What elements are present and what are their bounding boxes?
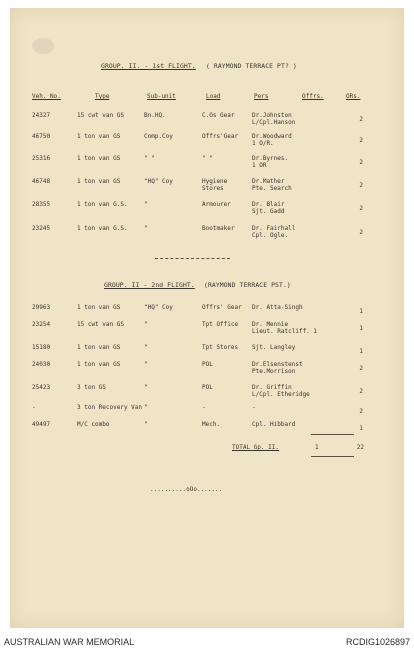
cell-load: C.Os Gear xyxy=(202,112,235,119)
cell-sub: " xyxy=(144,404,148,411)
cell-veh: 25423 xyxy=(32,384,51,391)
cell-sub: " xyxy=(144,201,148,208)
cell-type: 3 ton GS xyxy=(77,384,106,391)
cell-pers2: L/Cpl.Hanson xyxy=(252,119,296,126)
cell-load: Hygiene xyxy=(202,178,228,185)
cell-pers1: Dr. Atta-Singh xyxy=(252,304,303,311)
cell-type: 1 ton van GS xyxy=(77,178,121,185)
cell-pers2: Pte. Search xyxy=(252,185,292,192)
cell-veh: 29963 xyxy=(32,304,51,311)
cell-sub: " xyxy=(144,384,148,391)
cell-ors: 2 xyxy=(359,365,363,372)
cell-ors: 2 xyxy=(359,229,363,236)
col-pers: Pers xyxy=(254,93,269,100)
group2-subtitle: (RAYMOND TERRACE PST.) xyxy=(204,281,291,289)
cell-load: Offrs' Gear xyxy=(202,304,242,311)
cell-load: Tpt Office xyxy=(202,321,239,328)
cell-pers1: Cpl. Hibbard xyxy=(252,421,296,428)
group1-title: GROUP. II. - 1st FLIGHT. xyxy=(101,62,196,70)
cell-type: 1 ton van GS xyxy=(77,304,121,311)
cell-load: Bootmaker xyxy=(202,225,235,232)
cell-sub: "HQ" Coy xyxy=(144,178,173,185)
col-type: Type xyxy=(95,93,110,100)
cell-ors: 1 xyxy=(359,348,363,355)
cell-ors: 2 xyxy=(359,205,363,212)
cell-pers1: Dr. Mennie xyxy=(252,321,289,328)
cell-pers1: Dr.Mather xyxy=(252,178,285,185)
cell-sub: " xyxy=(144,361,148,368)
cell-ors: 2 xyxy=(359,388,363,395)
cell-veh: 49497 xyxy=(32,421,51,428)
cell-type: 15 cwt van GS xyxy=(77,321,124,328)
cell-pers1: Dr.Byrnes. xyxy=(252,155,289,162)
cell-ors: 1 xyxy=(359,308,363,315)
cell-type: 1 ton van GS xyxy=(77,155,121,162)
footer-id: RCDIG1026897 xyxy=(345,637,410,647)
cell-sub: Bn.HQ. xyxy=(144,112,166,119)
cell-pers2: Lieut. Ratcliff. 1 xyxy=(252,328,318,335)
cell-pers2: 1 OR xyxy=(252,162,267,169)
col-ors: ORs. xyxy=(346,93,361,100)
cell-veh: 46748 xyxy=(32,178,51,185)
cell-ors: 2 xyxy=(359,408,363,415)
end-mark: ..........oOo....... xyxy=(150,486,223,493)
col-offrs: Offrs. xyxy=(302,93,324,100)
cell-pers1: Dr. Fairhall xyxy=(252,225,296,232)
document-page xyxy=(10,8,404,628)
total-offrs: 1 xyxy=(315,444,319,451)
cell-sub: Comp.Coy xyxy=(144,133,173,140)
total-rule-top xyxy=(311,434,354,435)
section-divider xyxy=(155,258,230,259)
cell-veh: 23245 xyxy=(32,225,51,232)
cell-pers2: 1 O/R. xyxy=(252,140,274,147)
cell-veh: 28355 xyxy=(32,201,51,208)
total-label: TOTAL Gp. II. xyxy=(232,444,279,451)
total-rule-bottom xyxy=(311,456,354,457)
cell-load: Tpt Stores xyxy=(202,344,239,351)
cell-pers2: Pte.Morrison xyxy=(252,368,296,375)
cell-veh: 24327 xyxy=(32,112,51,119)
cell-ors: 2 xyxy=(359,182,363,189)
col-veh-no: Veh. No. xyxy=(32,93,61,100)
cell-load2: Stores xyxy=(202,185,224,192)
cell-ors: 2 xyxy=(359,159,363,166)
cell-pers1: Dr.Woodward xyxy=(252,133,292,140)
cell-load: Offrs'Gear xyxy=(202,133,239,140)
paper-stain xyxy=(32,38,54,54)
cell-ors: 1 xyxy=(359,425,363,432)
cell-sub: "HQ" Coy xyxy=(144,304,173,311)
archive-footer xyxy=(0,632,414,653)
cell-type: 1 ton van G.S. xyxy=(77,201,128,208)
cell-pers2: Cpl. Ogle. xyxy=(252,232,289,239)
cell-ors: 2 xyxy=(359,137,363,144)
cell-sub: " " xyxy=(144,155,155,162)
cell-sub: " xyxy=(144,321,148,328)
cell-pers1: Sjt. Langley xyxy=(252,344,296,351)
col-load: Load xyxy=(206,93,221,100)
cell-pers1: Dr. Blair xyxy=(252,201,285,208)
cell-veh: 25316 xyxy=(32,155,51,162)
cell-ors: 1 xyxy=(359,325,363,332)
cell-ors: 2 xyxy=(359,116,363,123)
cell-veh: 23254 xyxy=(32,321,51,328)
cell-type: 3 ton Recovery Van xyxy=(77,404,143,411)
cell-type: 1 ton van GS xyxy=(77,344,121,351)
cell-pers2: Sjt. Gadd xyxy=(252,208,285,215)
cell-type: M/C combo xyxy=(77,421,110,428)
cell-type: 1 ton van G.S. xyxy=(77,225,128,232)
cell-sub: " xyxy=(144,225,148,232)
group2-title: GROUP. II - 2nd FLIGHT. xyxy=(104,281,195,289)
cell-veh: 15180 xyxy=(32,344,51,351)
cell-type: 1 ton van GS xyxy=(77,133,121,140)
cell-pers1: - xyxy=(252,404,256,411)
total-ors: 22 xyxy=(356,444,364,451)
cell-veh: 24030 xyxy=(32,361,51,368)
cell-load: " " xyxy=(202,155,213,162)
cell-load: POL xyxy=(202,361,213,368)
col-sub-unit: Sub-unit xyxy=(147,93,176,100)
group1-subtitle: ( RAYMOND TERRACE PT? ) xyxy=(206,62,297,70)
cell-pers2: L/Cpl. Etheridge xyxy=(252,391,310,398)
cell-load: - xyxy=(202,404,206,411)
cell-veh: 46750 xyxy=(32,133,51,140)
footer-source: AUSTRALIAN WAR MEMORIAL xyxy=(4,637,135,647)
cell-veh: - xyxy=(32,404,36,411)
cell-load: Mech. xyxy=(202,421,221,428)
cell-pers1: Dr.Johnston xyxy=(252,112,292,119)
cell-pers1: Dr. Griffin xyxy=(252,384,292,391)
cell-type: 1 ton van GS xyxy=(77,361,121,368)
cell-sub: " xyxy=(144,421,148,428)
cell-load: Armourer xyxy=(202,201,231,208)
cell-pers1: Dr.Elsenstenst xyxy=(252,361,303,368)
cell-load: POL xyxy=(202,384,213,391)
cell-type: 15 cwt van GS xyxy=(77,112,124,119)
cell-sub: " xyxy=(144,344,148,351)
